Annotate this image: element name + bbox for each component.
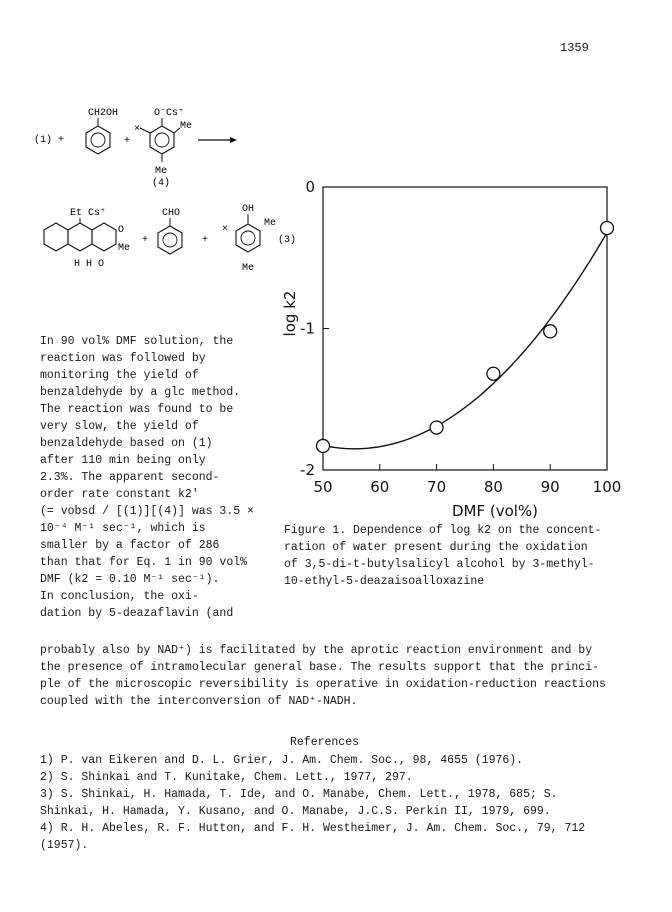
text-line: 10⁻⁴ M⁻¹ sec⁻¹, which is	[40, 522, 206, 535]
data-point	[430, 421, 443, 434]
plus-2: +	[142, 235, 149, 246]
text-line: very slow, the yield of	[40, 420, 199, 433]
text-line: The reaction was found to be	[40, 403, 234, 416]
caption-line: Figure 1. Dependence of log k2 on the concent-	[284, 524, 602, 537]
x-tick-label: 70	[427, 478, 447, 496]
et-cs-label: Et Cs⁺	[70, 208, 107, 219]
data-point	[544, 325, 557, 338]
y-tick-label: 0	[305, 178, 315, 196]
caption-line: ration of water present during the oxidation	[284, 541, 588, 554]
eq1-label: (1) +	[34, 135, 65, 146]
ring-oxygen-label: O	[118, 225, 125, 236]
references-heading: References	[290, 736, 360, 749]
x-tick-label: 90	[540, 478, 560, 496]
reference-item: 2) S. Shinkai and T. Kunitake, Chem. Lett., 1977, 297.	[40, 771, 413, 784]
x-tick-label: 50	[313, 478, 333, 496]
ring-me-label: Me	[118, 243, 131, 254]
reference-item: Shinkai, H. Hamada, Y. Kusano, and O. Manabe, J.C.S. Perkin II, 1979, 699.	[40, 805, 551, 818]
me-lower-label: Me	[242, 263, 255, 274]
svg-text:×: ×	[222, 224, 229, 235]
text-line: (= vobsd / [(1)][(4)] was 3.5 ×	[40, 505, 254, 518]
data-point	[601, 222, 614, 235]
data-point	[317, 439, 330, 452]
plot-frame	[323, 187, 607, 470]
text-line: In conclusion, the oxi-	[40, 590, 199, 603]
me-top-label: Me	[180, 121, 193, 132]
text-line: In 90 vol% DMF solution, the	[40, 335, 234, 348]
reference-item: (1957).	[40, 839, 89, 852]
text-line: ple of the microscopic reversibility is operative in oxidation-reduction reactions	[40, 678, 606, 691]
benzene-ring-2	[150, 126, 174, 154]
text-line: smaller by a factor of 286	[40, 539, 220, 552]
hho-label: H H O	[74, 259, 105, 270]
text-line: benzaldehyde based on (1)	[40, 437, 213, 450]
reference-item: 1) P. van Eikeren and D. L. Grier, J. Am. Chem. Soc., 98, 4655 (1976).	[40, 754, 524, 767]
text-line: than that for Eq. 1 in 90 vol%	[40, 556, 248, 569]
phenoxide-label: O⁻Cs⁺	[154, 108, 185, 119]
benzyl-alcohol-label: CH2OH	[88, 108, 119, 119]
text-line: monitoring the yield of	[40, 369, 199, 382]
caption-line: of 3,5-di-t-butylsalicyl alcohol by 3-methyl-	[284, 558, 595, 571]
benzaldehyde-ring	[158, 226, 182, 254]
eq3-label: (3)	[278, 235, 297, 246]
data-point	[487, 367, 500, 380]
me-right-label: Me	[264, 218, 277, 229]
y-tick-label: -1	[300, 319, 315, 338]
text-line: reaction was followed by	[40, 352, 206, 365]
x-tick-label: 100	[592, 478, 622, 496]
benzene-ring-1	[86, 126, 110, 154]
text-line: probably also by NAD⁺) is facilitated by the aprotic reaction environment and by	[40, 644, 593, 657]
text-line: benzaldehyde by a glc method.	[40, 386, 241, 399]
fit-curve	[323, 233, 607, 449]
figure-caption	[284, 522, 601, 590]
text-line: after 110 min being only	[40, 454, 206, 467]
plus-1: +	[124, 136, 131, 147]
x-tick-label: 60	[370, 478, 390, 496]
x-axis-label: DMF (vol%)	[451, 502, 539, 520]
text-line: the presence of intramolecular general base. The results support that the princi-	[40, 661, 599, 674]
text-line: DMF (k2 = 0.10 M⁻¹ sec⁻¹).	[40, 573, 220, 586]
references-list	[40, 752, 585, 854]
plus-3: +	[202, 235, 209, 246]
caption-line: 10-ethyl-5-deazaisoalloxazine	[284, 575, 485, 588]
x-tick-label: 80	[483, 478, 503, 496]
text-line: coupled with the interconversion of NAD⁺-NADH.	[40, 695, 358, 708]
cho-label: CHO	[162, 208, 181, 219]
body-paragraph	[40, 642, 606, 710]
svg-text:×: ×	[134, 124, 141, 135]
me-bottom-label: Me	[155, 166, 168, 177]
text-line: order rate constant k2'	[40, 488, 199, 501]
y-tick-label: -2	[300, 461, 315, 479]
phenol-ring	[236, 224, 260, 252]
page-number: 1359	[560, 41, 589, 55]
text-line: dation by 5-deazaflavin (and	[40, 607, 234, 620]
reference-item: 3) S. Shinkai, H. Hamada, T. Ide, and O. Manabe, Chem. Lett., 1978, 685; S.	[40, 788, 558, 801]
text-line: 2.3%. The apparent second-	[40, 471, 220, 484]
oh-label: OH	[242, 204, 255, 215]
log-k2-chart	[280, 170, 630, 520]
left-column-text	[40, 333, 270, 622]
deazaflavin-ring-a	[44, 223, 68, 251]
reference-item: 4) R. H. Abeles, R. F. Hutton, and F. H. Westheimer, J. Am. Chem. Soc., 79, 712	[40, 822, 586, 835]
y-axis-label: log k2	[281, 290, 299, 337]
compound-4-label: (4)	[152, 178, 171, 189]
